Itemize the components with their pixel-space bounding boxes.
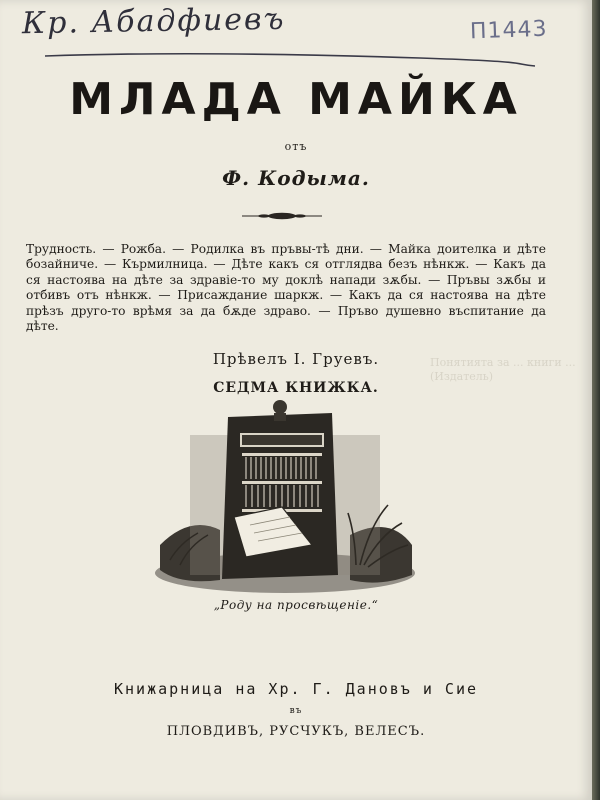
publisher-line: Книжарница на Хр. Г. Дановъ и Сие — [113, 680, 478, 698]
motto: „Роду на просвѣщеніе.“ — [213, 598, 379, 612]
divider-ornament — [242, 210, 322, 222]
bleed-through-text: Понятията за ... книги ... (Издатель) — [430, 356, 576, 383]
handwritten-owner-note: Кр. Абадфиевъ — [21, 1, 286, 42]
contents-summary: Трудность. — Рожба. — Родилка въ пръвы-тѣ дни. — Майка доителка и дѣте бозайниче. — Кърмилница. — Дѣте какъ ся отглядва безъ нѣнкж. — Какъ да ся настоява на дѣте за здравіе-то му доклѣ напади зѫбы. — Пръвы зѫбы и отбивъ отъ нѣнкж. — Присаждание шаркж. — Какъ да ся настоява на дѣте прѣзъ друго-то врѣмя за да бѫде здраво. — Пръво душевно въспитание да дѣте. — [26, 242, 546, 334]
book-number: СЕДМА КНИЖКА. — [213, 380, 379, 396]
publication-cities: ПЛОВДИВЪ, РУСЧУКЪ, ВЕЛЕСЪ. — [166, 724, 426, 739]
library-shelf-mark: П1443 — [469, 16, 548, 45]
bookcase-engraving-image — [150, 395, 420, 595]
publisher-in-word: въ — [289, 706, 303, 716]
author-name: Ф. Кодыма. — [222, 166, 370, 190]
by-word: отъ — [284, 140, 308, 153]
translator-line: Прѣвелъ І. Груевъ. — [212, 350, 380, 368]
page-edge — [592, 0, 600, 800]
handwritten-underline — [40, 50, 540, 72]
book-title: МЛАДА МАЙКА — [69, 74, 523, 125]
